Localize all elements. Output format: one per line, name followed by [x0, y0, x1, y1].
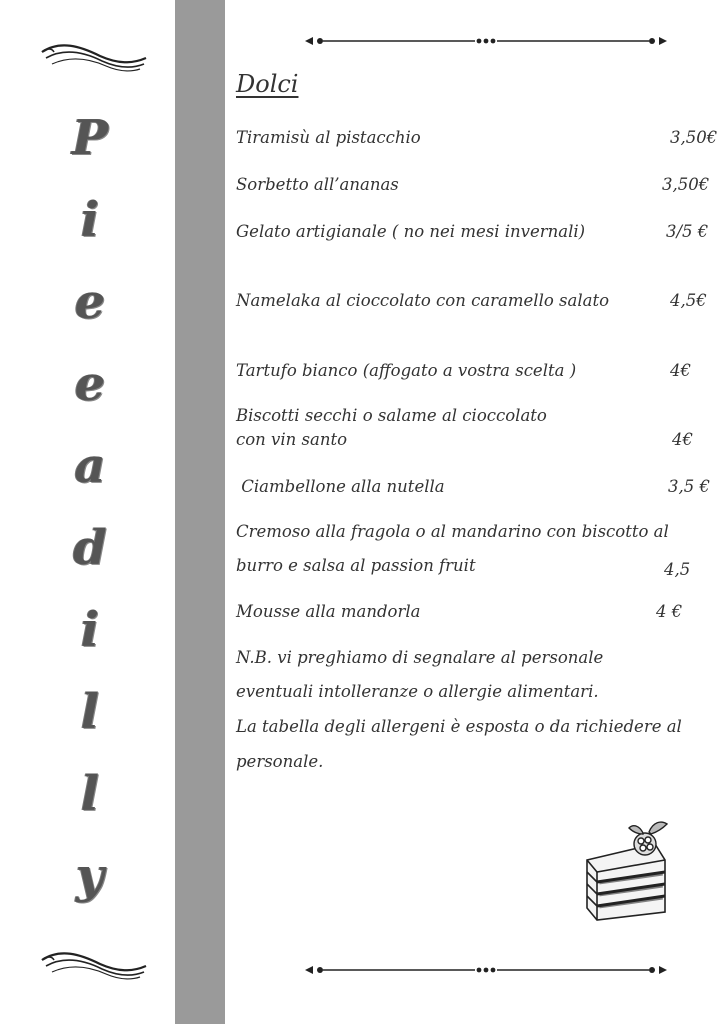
menu-item-price: 4,5	[664, 560, 691, 579]
brand-letter: d	[73, 520, 107, 576]
brand-letter: l	[80, 684, 100, 740]
menu-item-name-line2: con vin santo	[236, 430, 348, 449]
brand-letter: e	[74, 356, 106, 412]
allergy-note-line: La tabella degli allergeni è esposta o da richiedere al	[236, 717, 682, 736]
allergy-note-line: eventuali intolleranze o allergie alimentari.	[236, 682, 599, 701]
swirl-ornament-top-icon	[40, 40, 148, 76]
menu-item-name: Tiramisù al pistacchio	[236, 128, 421, 147]
menu-item-price: 4€	[672, 430, 693, 449]
menu-item-name: Namelaka al cioccolato con caramello salato	[236, 291, 610, 310]
menu-item-name: Mousse alla mandorla	[236, 602, 421, 621]
menu-item-name: Gelato artigianale ( no nei mesi invernali)	[236, 222, 586, 241]
menu-item-name: Ciambellone alla nutella	[236, 477, 445, 496]
brand-letter: y	[76, 848, 104, 904]
menu-item-price: 4 €	[656, 602, 683, 621]
gray-side-band	[175, 0, 225, 1024]
brand-letter: a	[74, 438, 106, 494]
brand-letter: l	[80, 766, 100, 822]
brand-letter: i	[80, 602, 100, 658]
menu-item-name: Sorbetto all’ananas	[236, 175, 399, 194]
menu-item-name-line1: Cremoso alla fragola o al mandarino con biscotto al	[236, 522, 669, 541]
brand-letter: P	[71, 110, 109, 166]
brand-letter: i	[80, 192, 100, 248]
menu-item-name-line1: Biscotti secchi o salame al cioccolato	[236, 406, 547, 425]
menu-heading: Dolci	[236, 70, 299, 98]
menu-item-name: Tartufo bianco (affogato a vostra scelta )	[236, 361, 577, 380]
menu-item-price: 4€	[670, 361, 691, 380]
brand-letter: e	[74, 274, 106, 330]
menu-item-name-line2: burro e salsa al passion fruit	[236, 556, 476, 575]
allergy-note-line: N.B. vi preghiamo di segnalare al personale	[236, 648, 604, 667]
allergy-note-line: personale.	[236, 752, 324, 771]
menu-item-price: 3,5 €	[668, 477, 710, 496]
divider-ornament-top-icon	[303, 34, 669, 48]
cake-slice-icon	[583, 816, 675, 924]
menu-item-price: 3,50€	[662, 175, 710, 194]
menu-item-price: 3/5 €	[666, 222, 709, 241]
swirl-ornament-bottom-icon	[40, 948, 148, 984]
menu-item-price: 3,50€	[670, 128, 718, 147]
divider-ornament-bottom-icon	[303, 963, 669, 977]
menu-item-price: 4,5€	[670, 291, 707, 310]
